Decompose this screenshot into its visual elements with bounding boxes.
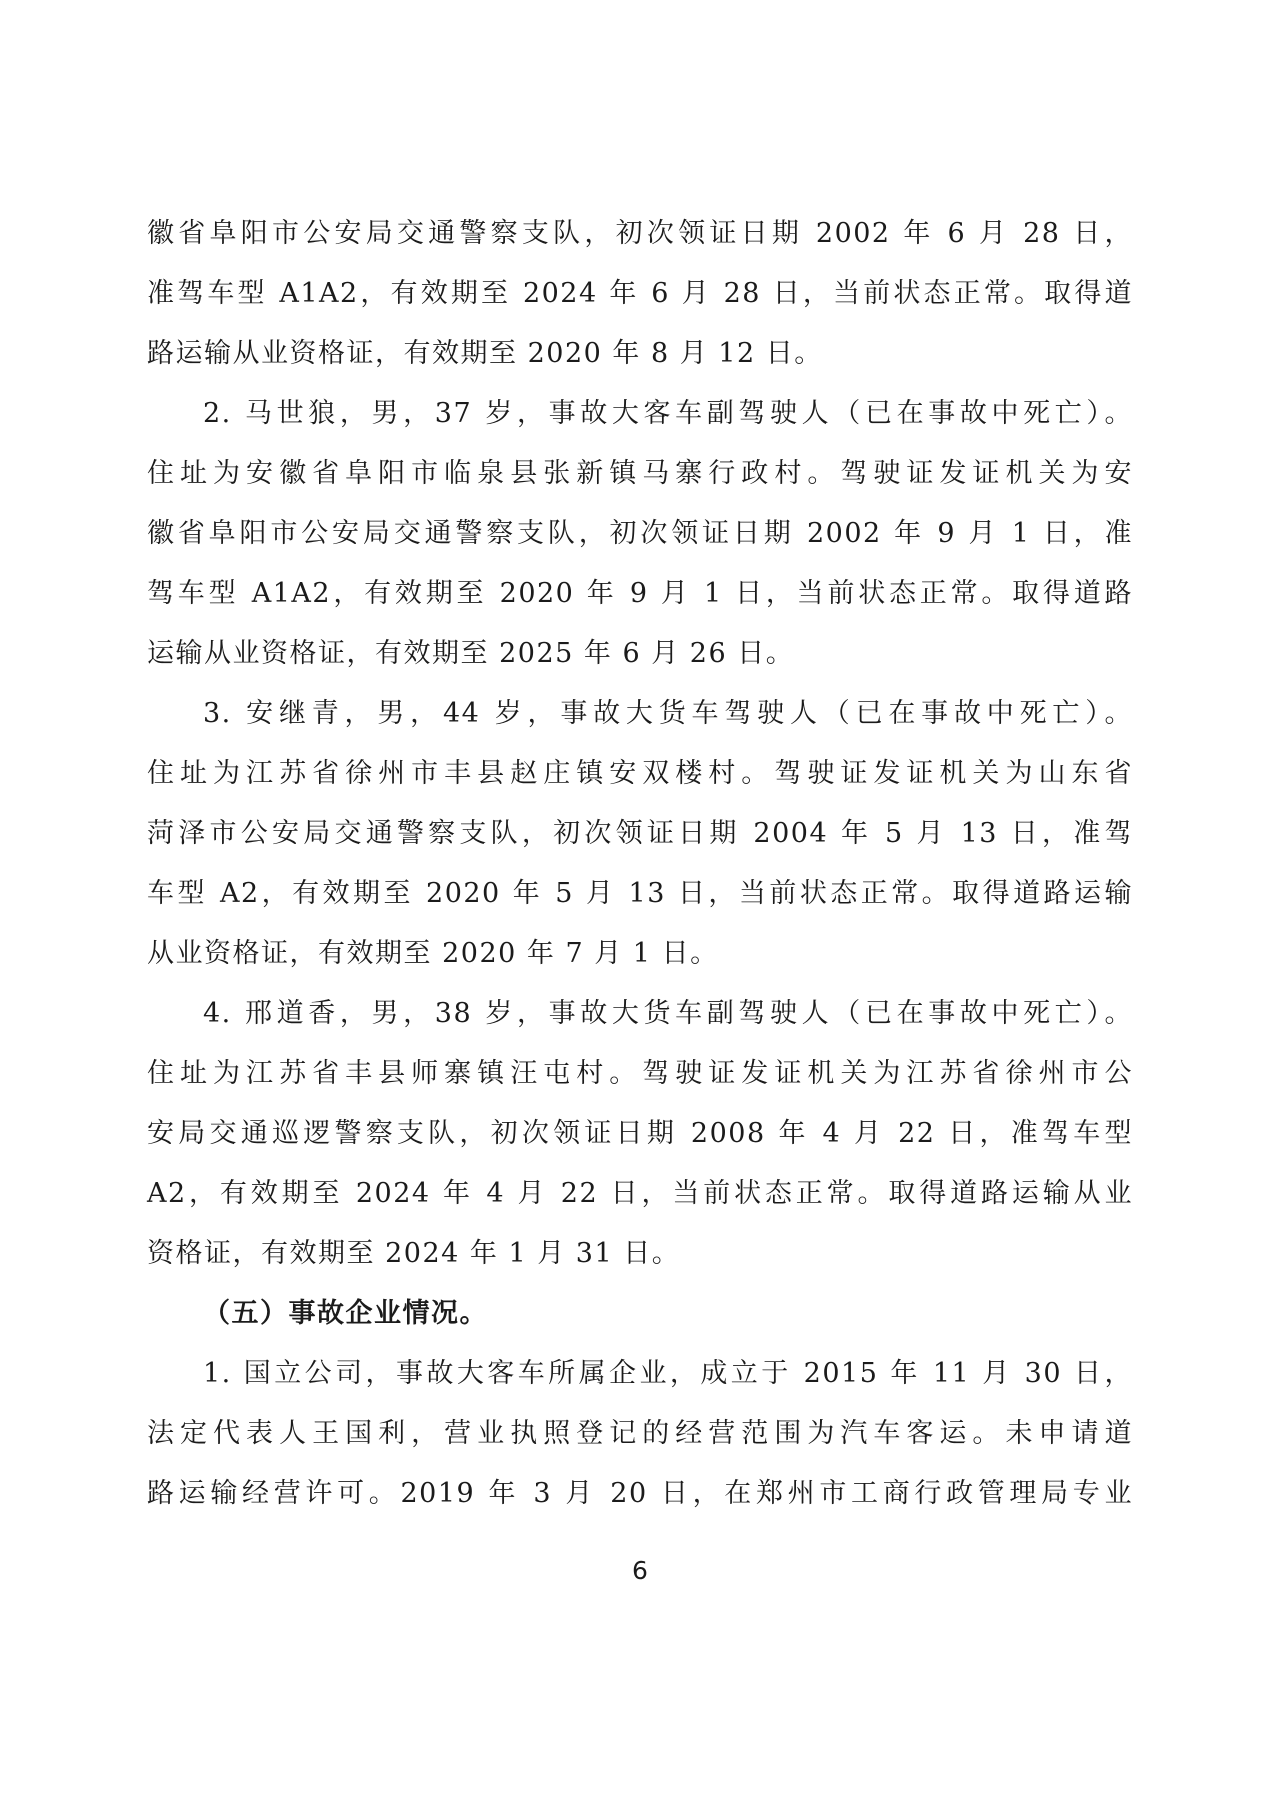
text-line: 住址为安徽省阜阳市临泉县张新镇马寨行政村。驾驶证发证机关为安 xyxy=(147,458,1133,489)
text-line: 路运输从业资格证，有效期至 2020 年 8 月 12 日。 xyxy=(147,338,823,369)
section-heading: （五）事故企业情况。 xyxy=(203,1298,488,1329)
text-line: 驾车型 A1A2，有效期至 2020 年 9 月 1 日，当前状态正常。取得道路 xyxy=(147,578,1133,609)
text-line: 住址为江苏省丰县师寨镇汪屯村。驾驶证发证机关为江苏省徐州市公 xyxy=(147,1058,1133,1089)
text-line: 车型 A2，有效期至 2020 年 5 月 13 日，当前状态正常。取得道路运输 xyxy=(147,878,1133,909)
text-line: 菏泽市公安局交通警察支队，初次领证日期 2004 年 5 月 13 日，准驾 xyxy=(147,818,1133,849)
body-text xyxy=(147,204,1133,1524)
text-line: A2，有效期至 2024 年 4 月 22 日，当前状态正常。取得道路运输从业 xyxy=(147,1178,1133,1209)
text-line: 资格证，有效期至 2024 年 1 月 31 日。 xyxy=(147,1238,681,1269)
text-line: 法定代表人王国利，营业执照登记的经营范围为汽车客运。未申请道 xyxy=(147,1418,1133,1449)
page-number: 6 xyxy=(632,1556,648,1585)
text-line: 路运输经营许可。2019 年 3 月 20 日，在郑州市工商行政管理局专业 xyxy=(147,1478,1133,1509)
text-line: 2. 马世狼，男，37 岁，事故大客车副驾驶人（已在事故中死亡）。 xyxy=(203,398,1133,429)
text-line: 安局交通巡逻警察支队，初次领证日期 2008 年 4 月 22 日，准驾车型 xyxy=(147,1118,1133,1149)
text-line: 准驾车型 A1A2，有效期至 2024 年 6 月 28 日，当前状态正常。取得道 xyxy=(147,278,1133,309)
text-line: 3. 安继青，男，44 岁，事故大货车驾驶人（已在事故中死亡）。 xyxy=(203,698,1133,729)
text-line: 1. 国立公司，事故大客车所属企业，成立于 2015 年 11 月 30 日， xyxy=(203,1358,1133,1389)
text-line: 徽省阜阳市公安局交通警察支队，初次领证日期 2002 年 6 月 28 日， xyxy=(147,218,1133,249)
text-line: 住址为江苏省徐州市丰县赵庄镇安双楼村。驾驶证发证机关为山东省 xyxy=(147,758,1133,789)
text-line: 徽省阜阳市公安局交通警察支队，初次领证日期 2002 年 9 月 1 日，准 xyxy=(147,518,1133,549)
text-line: 运输从业资格证，有效期至 2025 年 6 月 26 日。 xyxy=(147,638,795,669)
text-line: 从业资格证，有效期至 2020 年 7 月 1 日。 xyxy=(147,938,719,969)
text-line: 4. 邢道香，男，38 岁，事故大货车副驾驶人（已在事故中死亡）。 xyxy=(203,998,1133,1029)
